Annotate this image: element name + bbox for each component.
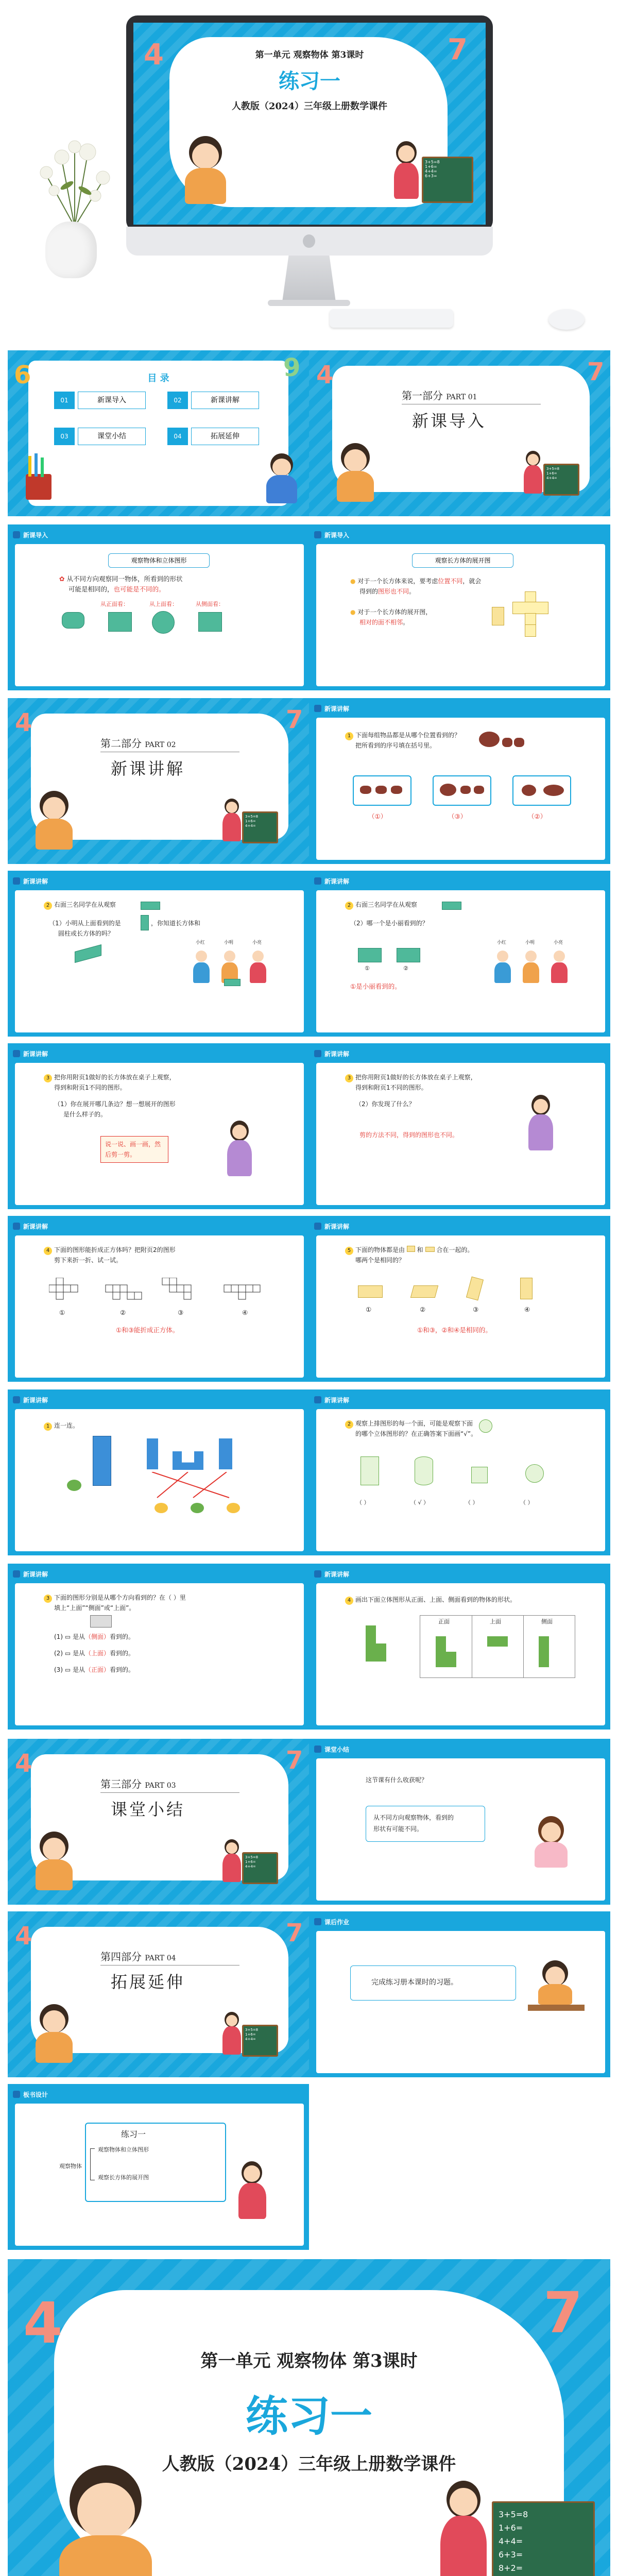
part-title: 新课讲解 xyxy=(111,759,185,778)
slide-lesson-7 xyxy=(309,1216,610,1382)
slide-toc xyxy=(8,350,309,516)
slide-header: 新课讲解 xyxy=(314,702,349,715)
question: 1 下面每组物品都是从哪个位置看到的？ xyxy=(345,730,460,740)
slide-header: 新课讲解 xyxy=(314,875,349,887)
teacher-illustration xyxy=(525,1095,556,1162)
boy-illustration xyxy=(28,1832,80,1899)
question-4: 是什么样子的。 xyxy=(63,1111,107,1118)
answer: ①是小丽看到的。 xyxy=(350,982,401,990)
label-top: 从上面看： xyxy=(149,601,178,607)
slide-cover-large xyxy=(8,2259,610,2576)
solid-4 xyxy=(525,1464,544,1483)
question: 1 连一连。 xyxy=(44,1420,79,1431)
boy-illustration xyxy=(175,136,236,218)
matching-lines xyxy=(142,1472,245,1503)
number-4-decoration: 4 xyxy=(316,361,334,389)
board-title: 练习一 xyxy=(121,2129,146,2139)
chalkboard: 3+5=8 1+6= 4+4= xyxy=(242,2025,278,2057)
bird-1-icon xyxy=(154,1503,168,1513)
answer-grid: 正面 上面 侧面 xyxy=(420,1615,575,1678)
section-icon xyxy=(13,877,20,885)
hero-cover-slide xyxy=(133,23,486,225)
slide-header: 新课讲解 xyxy=(314,1568,349,1580)
cylinder-object xyxy=(62,612,84,629)
monitor-stand xyxy=(282,256,336,302)
object-4 xyxy=(520,1278,533,1299)
label-side: 从侧面看： xyxy=(196,601,224,607)
cover-title: 练习一 xyxy=(279,69,340,93)
line-1: ✿ 从不同方向观察同一物体，所看到的形状 xyxy=(59,575,183,583)
slide-header: 新课讲解 xyxy=(314,1394,349,1406)
slide-part-01 xyxy=(309,350,610,516)
monitor-base xyxy=(268,300,350,306)
slide-homework xyxy=(309,1911,610,2077)
mouse xyxy=(548,309,585,330)
slide-header: 新课导入 xyxy=(13,529,48,541)
three-students-image: 小红 小明 小亮 xyxy=(489,938,577,989)
number-6-decoration: 6 xyxy=(14,361,31,389)
question: 3 把你用附页1做好的长方体放在桌子上观察， xyxy=(345,1072,477,1082)
slide-header: 新课讲解 xyxy=(314,1047,349,1060)
section-icon xyxy=(314,877,321,885)
section-icon xyxy=(314,1223,321,1230)
slide-lesson-8 xyxy=(8,1389,309,1555)
question-1c: 圆柱或长方体的吗？ xyxy=(58,930,114,937)
object-2 xyxy=(410,1285,438,1298)
slide-header: 新课导入 xyxy=(314,529,349,541)
question: 4 画出下面立体图形从正面、上面、侧面看到的物体的形状。 xyxy=(345,1595,516,1605)
number-9-decoration: 9 xyxy=(283,353,301,382)
slide-part-02 xyxy=(8,698,309,864)
pencil-cup-image xyxy=(18,453,59,500)
box-object xyxy=(141,902,160,910)
teacher-illustration xyxy=(221,2012,242,2063)
hero-mockup xyxy=(0,0,618,350)
teacher-illustration xyxy=(523,451,543,502)
slide-lesson-11 xyxy=(309,1564,610,1730)
answer: 剪的方法不同，得到的图形也不同。 xyxy=(359,1131,459,1139)
cover-subtitle: 人教版（2024）三年级上册数学课件 xyxy=(231,101,388,112)
line-1b: 得到的图形也不同。 xyxy=(359,588,416,595)
cover-unit-line: 第一单元 观察物体 第3课时 xyxy=(200,2351,418,2371)
question-2: 的哪个立体图形的？在正确答案下面画“√”。 xyxy=(355,1430,477,1437)
board-item-1: 观察物体和立体图形 xyxy=(98,2146,149,2153)
object-label-2: ② xyxy=(420,1306,426,1313)
object-label-3: ③ xyxy=(473,1306,479,1313)
question-2: 填上“上面”“侧面”或“上面”。 xyxy=(54,1604,135,1612)
toc-title: 目 录 xyxy=(147,373,169,384)
part-label: 第四部分 PART 04 xyxy=(100,1951,176,1963)
question-2: 哪两个是相同的？ xyxy=(355,1257,405,1264)
part-label: 第三部分 PART 03 xyxy=(100,1778,176,1790)
answer-2: （③） xyxy=(448,812,467,820)
answer-box: 从不同方向观察物体，看到的 形状有可能不同。 xyxy=(366,1806,485,1842)
question: 这节课有什么收获呢？ xyxy=(366,1776,428,1784)
monitor xyxy=(126,15,493,232)
box-title: 观察物体和立体图形 xyxy=(108,553,210,568)
row-3: (3) ▭ 是从（正面）看到的。 xyxy=(54,1666,135,1673)
slide-summary xyxy=(309,1739,610,1905)
slide-header: 课堂小结 xyxy=(314,1743,349,1755)
girl-illustration xyxy=(525,1816,577,1878)
line-1: ● 对于一个长方体来说，要考虑位置不同，就会 xyxy=(350,578,482,585)
option-2-shape xyxy=(397,948,420,962)
slide-header: 新课讲解 xyxy=(13,1568,48,1580)
car-image xyxy=(90,1615,112,1628)
chalkboard: 3+5=8 1+6= 4+4= xyxy=(242,1852,278,1884)
part-title: 课堂小结 xyxy=(111,1800,185,1819)
toc-item-2[interactable]: 02 新课讲解 xyxy=(167,392,260,409)
number-4-decoration: 4 xyxy=(23,2290,63,2356)
slide-lesson-1 xyxy=(309,698,610,864)
number-7-decoration: 7 xyxy=(587,358,605,386)
mark-3: （ ） xyxy=(465,1499,478,1506)
section-icon xyxy=(314,531,321,538)
section-icon xyxy=(314,1050,321,1057)
question: 2 观察上排图形的每一个面，可能是观察下面 xyxy=(345,1418,473,1429)
answer-1: （①） xyxy=(368,812,387,820)
question: 2 右面三名同学在从观察 xyxy=(345,900,417,910)
bird-2-icon xyxy=(227,1503,240,1513)
solid-3 xyxy=(471,1467,488,1483)
question: 5 下面的物体都是由 和 合在一起的。 xyxy=(345,1245,473,1255)
view-shape-1 xyxy=(147,1438,158,1469)
number-7-decoration: 7 xyxy=(286,1746,303,1775)
question-3: （2）你发现了什么？ xyxy=(355,1100,415,1108)
view-card-3 xyxy=(512,775,571,806)
logo-icon xyxy=(303,234,315,248)
view-card-2 xyxy=(433,775,491,806)
chalkboard: 3+5=8 1+6= 4+4= 6+3= 8+2= xyxy=(492,2501,595,2576)
object-1 xyxy=(358,1285,383,1298)
slide-lesson-10 xyxy=(8,1564,309,1730)
slide-intro-2 xyxy=(309,524,610,690)
answer: ①和③能折成正方体。 xyxy=(116,1326,179,1334)
row-2: (2) ▭ 是从（上面）看到的。 xyxy=(54,1650,135,1657)
number-7-decoration: 7 xyxy=(448,33,468,66)
box-title: 观察长方体的展开图 xyxy=(412,553,513,568)
view-front-shape xyxy=(108,612,132,632)
section-icon xyxy=(314,1745,321,1753)
mark-1: （ ） xyxy=(356,1499,370,1506)
slide-lesson-4 xyxy=(8,1043,309,1209)
section-icon xyxy=(314,1570,321,1578)
three-students-image: 小红 小明 小亮 xyxy=(188,938,276,989)
studying-boy-illustration xyxy=(528,1960,585,2022)
line-2b: 相对的面不相邻。 xyxy=(359,619,409,626)
brace xyxy=(90,2148,95,2180)
question-3: （1）你在展开哪几条边？想一想展开的图形 xyxy=(54,1100,176,1108)
toc-item-3[interactable]: 03 课堂小结 xyxy=(54,428,147,445)
mark-4: （ ） xyxy=(520,1499,534,1506)
section-icon xyxy=(314,1396,321,1403)
number-4-decoration: 4 xyxy=(15,1922,32,1951)
teacher-illustration xyxy=(224,1121,255,1188)
view-card-1 xyxy=(353,775,411,806)
section-icon xyxy=(13,1570,20,1578)
label-front: 从正面看： xyxy=(100,601,129,607)
view-shape-3 xyxy=(219,1438,232,1469)
boy-illustration xyxy=(330,443,381,510)
question-2: 把所看到的序号填在括号里。 xyxy=(355,742,436,749)
box-3d-shape xyxy=(492,607,504,625)
option-1-label: ① xyxy=(365,965,370,972)
board-box xyxy=(85,2123,226,2202)
teacher-illustration xyxy=(391,141,422,218)
slide-header: 板书设计 xyxy=(13,2088,48,2100)
block-solid xyxy=(366,1625,391,1662)
part-title: 新课导入 xyxy=(412,411,487,431)
speech-bubble: 说一说、画一画，然后剪一剪。 xyxy=(100,1136,168,1163)
teacher-illustration xyxy=(221,1839,242,1891)
teacher-illustration xyxy=(435,2481,492,2576)
part-title: 拓展延伸 xyxy=(111,1972,185,1992)
slide-lesson-6 xyxy=(8,1216,309,1382)
cube-nets-diagram xyxy=(49,1278,276,1314)
solid-2 xyxy=(415,1456,433,1485)
net-label-1: ① xyxy=(59,1309,65,1316)
net-label-3: ③ xyxy=(178,1309,184,1316)
number-4-decoration: 4 xyxy=(15,708,32,737)
reading-boy-illustration xyxy=(260,453,301,510)
number-7-decoration: 7 xyxy=(286,705,303,734)
part-label: 第一部分 PART 01 xyxy=(402,389,477,402)
answer-3: （②） xyxy=(528,812,547,820)
object-label-4: ④ xyxy=(524,1306,530,1313)
slide-part-04 xyxy=(8,1911,309,2077)
line-2: ● 对于一个长方体的展开图， xyxy=(350,608,432,616)
boy-illustration xyxy=(28,2004,80,2071)
question-1b: ，你知道长方体和 xyxy=(151,920,201,927)
question: 3 下面的图形分别是从哪个方向看到的？在（ ）里 xyxy=(44,1592,186,1603)
slide-lesson-2 xyxy=(8,871,309,1037)
slide-lesson-9 xyxy=(309,1389,610,1555)
slide-header: 新课讲解 xyxy=(13,1394,48,1406)
part-label: 第二部分 PART 02 xyxy=(100,737,176,750)
boy-illustration xyxy=(33,2465,178,2576)
solid-1 xyxy=(360,1456,379,1485)
question-2: （2）哪一个是小丽看到的？ xyxy=(350,920,428,927)
number-4-decoration: 4 xyxy=(144,38,164,72)
question-2: 剪下来折一折、试一试。 xyxy=(54,1257,123,1264)
chalkboard: 3+5=8 1+6= 4+4= xyxy=(242,811,278,843)
row-1: (1) ▭ 是从（侧面）看到的。 xyxy=(54,1633,135,1640)
question-2: 得到和附页1不同的图形。 xyxy=(54,1084,126,1091)
tall-building-shape xyxy=(93,1436,111,1486)
object-label-1: ① xyxy=(366,1306,372,1313)
slide-intro-1 xyxy=(8,524,309,690)
slide-header: 新课讲解 xyxy=(13,1220,48,1232)
question-2: 得到和附页1不同的图形。 xyxy=(355,1084,427,1091)
teacher-illustration xyxy=(234,2161,270,2228)
teacher-illustration xyxy=(221,799,242,850)
toc-item-1[interactable]: 01 新课导入 xyxy=(54,392,147,409)
teapot-set-image xyxy=(479,726,525,750)
toc-item-4[interactable]: 04 拓展延伸 xyxy=(167,428,260,445)
slide-header: 新课讲解 xyxy=(314,1220,349,1232)
slide-lesson-3 xyxy=(309,871,610,1037)
section-icon xyxy=(13,1223,20,1230)
section-icon xyxy=(13,1050,20,1057)
option-1-shape xyxy=(358,948,382,962)
number-7-decoration: 7 xyxy=(543,2280,583,2346)
keyboard xyxy=(330,309,453,328)
option-2-label: ② xyxy=(403,965,408,972)
turtle-2-icon xyxy=(191,1503,204,1513)
question: 2 右面三名同学在从观察 xyxy=(44,900,116,910)
cover-unit-line: 第一单元 观察物体 第3课时 xyxy=(255,50,364,60)
divider xyxy=(100,1792,239,1793)
slide-header: 新课讲解 xyxy=(13,875,48,887)
slide-lesson-5 xyxy=(309,1043,610,1209)
line-2: 可能是相同的，也可能是不同的。 xyxy=(68,585,165,593)
task-box: 完成练习册本课时的习题。 xyxy=(350,1965,516,2001)
view-side-shape xyxy=(198,612,222,632)
cover-title: 练习一 xyxy=(245,2392,372,2441)
question-1: （1）小明从上面看到的是 xyxy=(49,920,121,927)
section-icon xyxy=(314,1918,321,1925)
slide-part-03 xyxy=(8,1739,309,1905)
slide-header: 新课讲解 xyxy=(13,1047,48,1060)
inline-shape xyxy=(141,915,149,930)
mark-2: （ √ ） xyxy=(410,1499,430,1506)
chalkboard: 3+5=8 1+6= 4+4= xyxy=(543,464,579,496)
section-icon xyxy=(13,1396,20,1403)
flower-vase-image xyxy=(31,129,118,232)
slide-board-design xyxy=(8,2084,309,2250)
boy-illustration xyxy=(28,791,80,858)
box-object xyxy=(442,902,461,910)
question: 4 下面的图形能折成正方体吗？把附页2的图形 xyxy=(44,1245,176,1255)
section-icon xyxy=(314,705,321,712)
number-7-decoration: 7 xyxy=(286,1919,303,1947)
circle-face-icon xyxy=(479,1419,492,1433)
section-icon xyxy=(13,531,20,538)
net-diagram xyxy=(512,591,548,638)
vase xyxy=(45,222,97,278)
view-top-shape xyxy=(152,611,175,634)
net-label-4: ④ xyxy=(242,1309,248,1316)
section-icon xyxy=(13,2091,20,2098)
question: 3 把你用附页1做好的长方体放在桌子上观察， xyxy=(44,1072,176,1082)
board-item-2: 观察长方体的展开图 xyxy=(98,2174,149,2181)
turtle-icon xyxy=(67,1480,81,1491)
net-label-2: ② xyxy=(120,1309,126,1316)
answer: ①和③，②和④是相同的。 xyxy=(417,1326,492,1334)
slide-header: 课后作业 xyxy=(314,1916,349,1928)
chalkboard: 3+5=8 1+6= 4+4= 6+3= xyxy=(422,157,473,203)
board-left-label: 观察物体 xyxy=(59,2163,82,2170)
cover-subtitle: 人教版（2024）三年级上册数学课件 xyxy=(162,2454,456,2475)
number-4-decoration: 4 xyxy=(15,1749,32,1778)
